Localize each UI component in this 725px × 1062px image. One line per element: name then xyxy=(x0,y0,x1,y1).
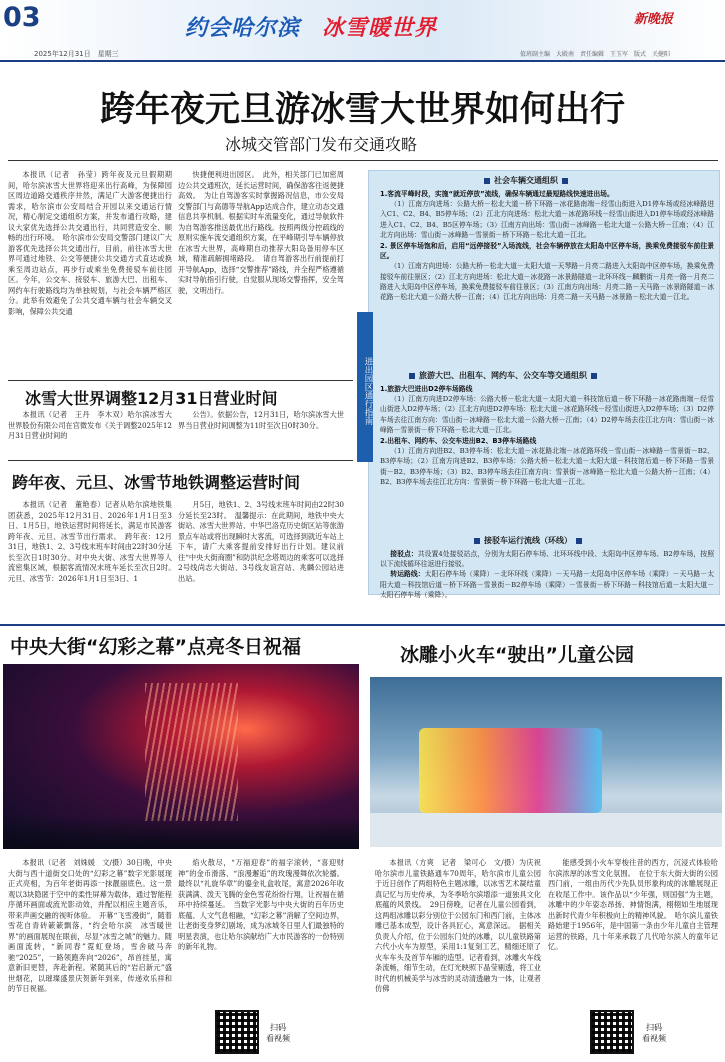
panel-s2-heading2: 2.出租车、网约车、公交车进出B2、B3停车场路线 xyxy=(380,437,537,446)
section-rule xyxy=(8,460,353,461)
editor-credits: 值班副主编 大殿南 责任编辑 王玉军 版式 关健阳 xyxy=(520,51,671,58)
issue-date: 2025年12月31日 星期三 xyxy=(34,50,119,58)
main-article-col1: 本报讯（记者 孙莹）跨年夜及元旦假期期间，哈尔滨冰雪大世界将迎来出行高峰，为保障园区周边道路交通秩序井然，满足广大游客便捷出行需求，哈尔滨市公安局结合开园以来交通运行情况，精心制定交通组织方案，并发布通行攻略，建议大家优先选择公共交通出行，共同营造安全、顺畅的出行环境。 哈尔滨市公安局交警部门建议广大游客优先选择公共交通出行，目前，前往冰雪大世界可通过地铁、公交等便捷公共交通方式直达或换乘至周边站点，再步行或乘坐免费接驳车前往园区。今年，公交车、接驳车、旅游大巴、出租车、网约车行驶路线均为单独规划，与社会车辆严格区分。此举有效避免了公共交通车辆与社会车辆交叉影响，保障公共交通 xyxy=(8,170,172,316)
panel-section3-title: 接驳车运行流线（环线） xyxy=(470,535,586,546)
square-bullet-icon xyxy=(409,373,415,379)
panel-s1-para2: （1）江南方向进场：公路大桥－松北大道－太阳大道－天琴路－月亮二路进入太阳岛中区停车场，换乘免费接驳车前往景区；（2）江北方向进场：松北大道－冰花路－冰景路隧道－北环环线－麟鹏街－月亮一路－月亮二路进入太阳岛中区停车场，换乘免费接驳车前往景区；（3）江南方向出场：月亮二路－天马路－冰景路隧道－冰花路－松北大道－公路大桥－江南；（4）江北方向出场：月亮二路－天马路－冰景路－松北大道－江北。 xyxy=(380,262,714,302)
panel-section3-body xyxy=(380,549,714,600)
feature-divider xyxy=(0,624,725,626)
square-bullet-icon xyxy=(576,538,582,544)
page-number: 03 xyxy=(3,2,41,33)
square-bullet-icon xyxy=(591,373,597,379)
light-curtain-photo xyxy=(3,664,359,849)
panel-s1-heading1: 1.客流平峰时段，实施“就近停放”流线，确保车辆通过最短路线快速进出场。 xyxy=(380,190,614,198)
hours-article-col1: 本报讯（记者 王丹 李木双）哈尔滨冰雪大世界股份有限公司在官微发布《关于调整2025年12月31日营业时间的 xyxy=(8,410,173,440)
banner-left-text: 约会哈尔滨 xyxy=(185,16,301,41)
qr-code-label: 扫码 看视频 xyxy=(266,1023,290,1043)
panel-s3-para2: 转运路线：太阳石停车场（乘降）－北环环线（乘降）－天马路－太阳岛中区停车场（乘降）－天马路－太阳大道－科技馆后道－桥下环路－雪景街－B2停车场（乘降）－雪景街－桥下环路－科技馆后道－太阳大道－太阳石停车场（乘降）。 xyxy=(380,570,715,599)
headline-rule xyxy=(8,160,718,161)
left-feature-col2: 焰火散尽，“万福迎春”的福字滚转，“喜迎财神”的金币滑落、“浪漫邂逅”的玫瑰漫舞依次轮播。最终以“礼旋华章”的鎏金礼盒收尾，寓意2026年收获满满、泼天飞腾的金色雪花纷纷行翔，让祝福在循环中持续蔓延。 当数字光影与中央大街的百年历史底蕴、人文气息相融，“幻彩之幕”消解了空间边界，让老街变身梦幻剧场，成为冰城冬日里人们最独特的明星表演，也让哈尔滨献给广大市民游客的一份特别的新年礼物。 xyxy=(178,858,344,951)
panel-section1-title: 社会车辆交通组织 xyxy=(480,175,572,186)
right-feature-col2: 能感受到小火车穿梭往昔的西方，沉浸式体验哈尔滨浓厚的冰雪文化氛围。 在位于东大街大街的公园西门前，一组由历代少先队员形象构成的冰雕展现正在收尾工作中。该作品以“少年强，则国强”为主题，冰雕中的少年姿态昂扬、神情饱满，栩栩如生地展现出新时代青少年积极向上的精神风貌。 哈尔滨儿童铁路始建于1956年，是中国第一条由少年儿童自主管理运营的铁路，几十年来承载了几代哈尔滨人的童年记忆。 xyxy=(548,858,718,951)
hours-article-title: 冰雪大世界调整12月31日营业时间 xyxy=(25,389,278,408)
right-feature-title: 冰雕小火车“驶出”儿童公园 xyxy=(400,644,634,666)
column-banner xyxy=(185,11,437,47)
panel-section2-body xyxy=(380,384,714,487)
light-screen-shape xyxy=(145,683,238,822)
qr-code-label: 扫码 看视频 xyxy=(642,1023,666,1043)
hours-article-col2: 公告》。依据公告，12月31日，哈尔滨冰雪大世界当日营业时间调整为11时至次日0时30分。 xyxy=(178,410,344,430)
panel-s2-para2: （1）江南方向进B2、B3停车场：松北大道－冰花路北端－冰花路环线－雪山街－冰峰路－雪景街－B2、B3停车场；（2）江南方向进B2、B3停车场：公路大桥－松北大道－太阳大道－科技馆后道－桥下环路－雪景街－B2、B3停车场；（3）B2、B3停车场去往江南方向：雪景街－冰峰路－松北大道－公路大桥－江南；（4）B2、B3停车场去往江北方向：雪景街－桥下环路－松北大道－江北。 xyxy=(380,447,714,486)
metro-article-title: 跨年夜、元旦、冰雪节地铁调整运营时间 xyxy=(12,473,301,492)
panel-section1-body xyxy=(380,189,714,302)
main-article-col2: 快捷便利进出园区。 此外，相关部门已加密周边公共交通班次，延长运营时间，确保游客往返便捷高效。 为让自驾游客实时掌握路况信息，市公安局交警部门与高德等导航App达成合作，建立动态交通信息共享机制。根据实时车流量变化，通过导航软件为自驾游客推送最优出行路线。按照两级分控疏线的原则实施车流交通组织方案，在平峰期引导车辆停放在冰雪大世界，高峰期自动推荐大阳岛备用停车区域，精准疏解拥堵路段。 请自驾游客出行前提前打开导航App，选择“交警推荐”路线，并全程严格遵循实时导航指引行驶，自觉服从现场交警指挥，安全驾驶，文明出行。 xyxy=(178,170,344,295)
snow-ground-shape xyxy=(370,813,722,847)
panel-s2-para1: （1）江南方向进D2停车场：公路大桥－松北大道－太阳大道－科技馆后道－桥下环路－冰花路南端－经雪山街进入D2停车场；（2）江北方向进D2停车场：松北大道－冰花路环线－经雪山街进入D2停车场；（3）D2停车场去往江南方向：雪山街－冰峰路－松北大道－公路大桥－江南；（4）D2停车场去往江北方向：雪山街－冰峰路－雪景街－桥下环路－松北大道－江北。 xyxy=(380,395,714,434)
header-rule xyxy=(0,60,725,62)
panel-s2-heading1: 1.旅游大巴进出D2停车场路线 xyxy=(380,385,473,393)
newspaper-brand: 新晚报 xyxy=(634,12,674,27)
left-feature-col1: 本报讯（记者 刘姝媛 文/摄）30日晚，中央大街与西十道街交口处的“幻彩之幕”数字光影展现正式亮相，为百年老街再添一抹靓丽底色。这一景观以3块隐匿于空中的柔性屏幕为载体，通过智能程序循环画面或流光影动效，并配以相应主题音乐，带来声画交融的视听体验。 开幕“飞雪漫街”，随着雪花自青砖簌簌飘落，“约会哈尔滨 冰雪暖世界”的画面展现在眼前，尽显“冰雪之城”的魅力。随画面流转，“新同春”霓虹登场，雪舍破马奔驰“2025”，一路领跑奔向“2026”，昂首挂星，寓意新旧更替，奔赴新程。紧随其后的“岩启新元”盛世烟花，以璀璨盛景庆贺新年到来，传递欢乐祥和的节日祝福。 xyxy=(8,858,172,993)
panel-s1-para1: （1）江南方向进场：公路大桥－松北大道－桥下环路－冰花路南端－经雪山街进入D1停车场或经冰峰路进入C1、C2、B4、B5停车场；（2）江北方向进场：松北大道－冰花路环线－经雪山街进入D1停车场或经冰峰路进入C1、C2、B4、B5区停车场；（3）江南方向出场：雪山街－冰峰路－松北大道－公路大桥－江南；（4）江北方向出场：雪山街－冰峰路－雪景街－桥下环路－松北大道－江北。 xyxy=(380,200,714,239)
panel-s3-para1: 接驳点：共设置4处接驳站点，分别为太阳石停车场、北环环线中段、太阳岛中区停车场、B2停车场，按照以下流线循环往返进行接驳。 xyxy=(380,550,714,569)
ice-train-photo xyxy=(370,677,722,847)
square-bullet-icon xyxy=(484,178,490,184)
qr-code-icon[interactable] xyxy=(590,1010,634,1054)
section-rule xyxy=(8,380,353,381)
right-feature-col1: 本报讯（方爽 记者 梁可心 文/摄）为庆祝哈尔滨市儿童铁路通车70周年，哈尔滨市儿童公园于近日创作了两组特色主题冰雕，以冰雪艺术凝结童真记忆与历史传承，为冬季哈尔滨增添一道独具文化底蕴的风景线。 29日傍晚，记者在儿童公园看到，这两组冰雕以彩分别位于公园东门和西门前，主体冰雕已基本成型，设计各具匠心，寓意深远。 据相关负责人介绍，位于公园东门处的冰雕，以儿童铁路第六代小火车为原型，采用1:1复刻工艺，精细还原了火车车头及首节车厢的造型。记者看到，冰雕火车线条流畅，细节生动，在灯光映照下晶莹剔透，将工业时代的机械美学与冰雪的灵动清透融为一体，让观者仿佛 xyxy=(375,858,541,993)
qr-code-icon[interactable] xyxy=(215,1010,259,1054)
ice-train-shape xyxy=(419,728,602,813)
panel-s1-heading2: 2. 景区停车场饱和后，启用“远停接驳”入场流线，社会车辆停放在太阳岛中区停车场，换乘免费接驳车前往景区。 xyxy=(380,242,714,261)
left-feature-title: 中央大街“幻彩之幕”点亮冬日祝福 xyxy=(10,636,301,658)
square-bullet-icon xyxy=(562,178,568,184)
metro-article-col1: 本报讯（记者 董艳春）记者从哈尔滨地铁集团获悉，2025年12月31日、2026年1月1日至3日、1月5日，地铁运营时间将延长，满足市民游客跨年夜、元旦、冰雪节出行需求。 跨年夜：12月31日，地铁1、2、3号线末班车时间由22时30分延长至次日1时30分。对中央大街、冰雪大世界等人流密集区域，根据客流情况末班车延长至次日2时。 元旦、冰雪节：2026年1月1日至3日、1 xyxy=(8,500,180,583)
banner-right-text: 冰雪暖世界 xyxy=(322,16,438,41)
main-subheadline: 冰城交管部门发布交通攻略 xyxy=(225,135,418,154)
panel-section2-title: 旅游大巴、出租车、网约车、公交车等交通组织 xyxy=(405,370,601,381)
traffic-guide-vertical-label: 进出园区通行指南 xyxy=(357,312,373,462)
main-headline: 跨年夜元旦游冰雪大世界如何出行 xyxy=(99,90,625,130)
street-shadow-shape xyxy=(3,816,359,849)
metro-article-col2: 月5日，地铁1、2、3号线末班车时间由22时30分延长至23时。 温馨提示：在此期间，地铁中央大街站、冰雪大世界站、中华巴洛克历史街区站等旅游景点车站或将出现瞬时大客流，可选择到就近车站上下车，请广大乘客提前安排好出行计划。建议前往“中央大街商圈”和防洪纪念塔周边的乘客可以选择2号线尚志大街站、3号线友谊宫站、兆麟公园站进出站。 xyxy=(178,500,344,583)
square-bullet-icon xyxy=(474,538,480,544)
